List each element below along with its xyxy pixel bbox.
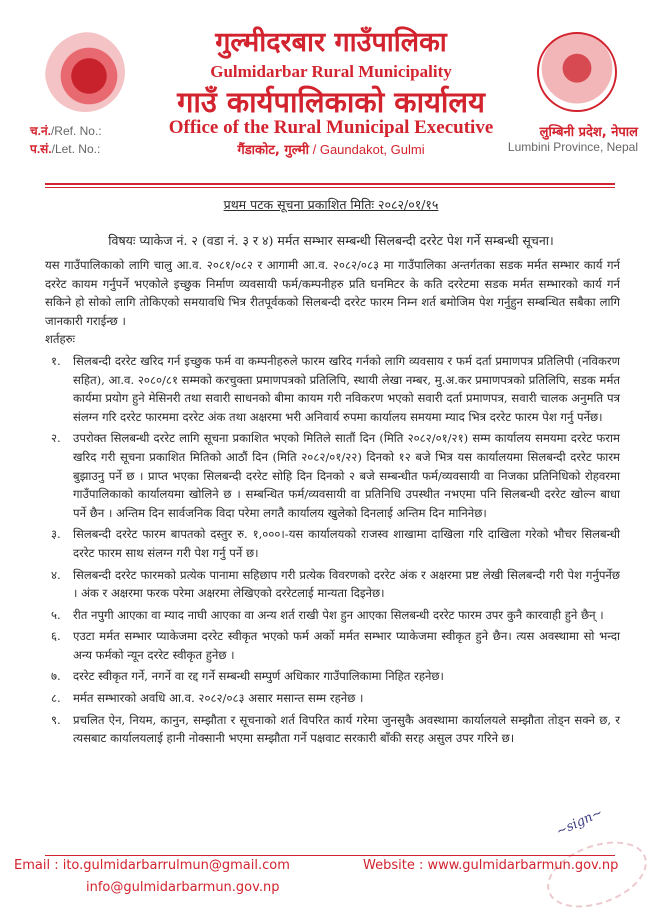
- condition-text: सिलबन्दी दररेट फारम बापतको दस्तुर रु. १,०००।-यस कार्यालयको राजस्व शाखामा दाखिला गरि दाखिला गरेको भौचर सिलबन्धी दररेट फारम साथ संलग्न गरी पेश गर्नु पर्ने छ।: [73, 527, 620, 560]
- notice-body: [45, 256, 620, 748]
- condition-text: दररेट स्वीकृत गर्ने, नगर्ने वा रद्द गर्ने सम्बन्धी सम्पुर्ण अधिकार गाउँपालिकामा निहित रहनेछ।: [73, 669, 444, 684]
- publish-date-text: प्रथम पटक सूचना प्रकाशित मितिः २०८२/०१/१५: [223, 197, 439, 212]
- office-name-english: Office of the Rural Municipal Executive: [168, 117, 494, 138]
- condition-number: १.: [51, 353, 61, 368]
- address-nepali: गैंडाकोट, गुल्मी: [237, 143, 309, 158]
- ref-label-np: च.नं.: [30, 124, 51, 138]
- office-stamp: [538, 829, 656, 920]
- let-label-np: प.सं.: [30, 142, 52, 156]
- condition-number: २.: [51, 431, 61, 446]
- conditions-list: [45, 352, 620, 748]
- condition-number: ७.: [51, 669, 61, 684]
- letter-number: [30, 140, 100, 157]
- condition-item: [45, 689, 620, 708]
- condition-number: ५.: [51, 607, 61, 622]
- condition-text: उपरोक्त सिलबन्धी दररेट लागि सूचना प्रकाशित भएको मितिले सातौं दिन (मिति २०८२/०१/२१) सम्म कार्यालय समयमा दररेट फराम खरिद गरी सूचना प्रकाशित मितिको आठौं दिन (मिति २०८२/०१/२२) दिनको १२ बजे भित्र यस कार्यालयमा सिलबन्दी दररेट फारम बुझाउनु पर्ने छ । प्राप्त भएका सिलबन्दी दररेट सोहि दिन दिनको २ बजे सम्बन्धीत फर्म/व्यवसायी वा निजका प्रतिनिधिको रोहवरमा गाउँपालिकाको कार्यालयमा खोलिने छ । सम्बन्धित फर्म/व्यवसायी वा प्रतिनिधि उपस्थीत नभएमा पनि सिलबन्धी दररेट खोल्न बाधा पर्ने छैन । अन्तिम दिन सार्वजनिक विदा परेमा लगतै कार्यालय खुलेको दिनलाई अन्तिम दिन मानिनेछ।: [73, 431, 620, 520]
- condition-number: ९.: [51, 712, 61, 727]
- condition-number: ८.: [51, 691, 61, 706]
- address-separator: /: [308, 142, 320, 157]
- condition-number: ४.: [51, 567, 61, 582]
- province-english: Lumbini Province, Nepal: [507, 140, 638, 154]
- footer-email[interactable]: Email : ito.gulmidarbarrulmun@gmail.com: [14, 858, 290, 873]
- municipality-name-nepali: गुल्मीदरबार गाउँपालिका: [215, 27, 447, 58]
- condition-item: [45, 352, 620, 426]
- let-label-en: /Let. No.:: [51, 142, 101, 156]
- office-name-nepali: गाउँ कार्यपालिकाको कार्यालय: [177, 85, 485, 119]
- header-divider-thin: [45, 187, 615, 188]
- footer-divider: [45, 855, 615, 856]
- province-nepali: लुम्बिनी प्रदेश, नेपाल: [539, 125, 638, 140]
- condition-text: रीत नपुगी आएका वा म्याद नाघी आएका वा अन्य शर्त राखी पेश हुन आएका सिलबन्धी दररेट फारम उपर कुनै कारवाही हुने छैन् ।: [73, 607, 604, 622]
- condition-item: [45, 429, 620, 522]
- condition-text: प्रचलित ऐन, नियम, कानुन, सम्झौता र सूचनाको शर्त विपरित कार्य गरेमा जुनसुकै अवस्थामा कार्यालयले सम्झौता तोड्न सक्ने छ, र त्यसबाट कार्यालयलाई हानी नोक्सानी भएमा सम्झौता गर्ने पक्षवाट सरकारी बाँकी सरह असुल उपर गरिने छ।: [73, 712, 620, 746]
- condition-number: ३.: [51, 527, 61, 542]
- condition-text: सिलबन्दी दररेट खरिद गर्न इच्छुक फर्म वा कम्पनीहरुले फारम खरिद गर्नको लागि व्यवसाय र फर्म दर्ता प्रमाणपत्र प्रतिलिपी (नविकरण सहित), आ.व. २०८०/८१ सम्मको करचुक्ता प्रमाणपत्रको प्रतिलिपि, स्थायी लेखा नम्बर, मु.अ.कर प्रमाणपत्रको प्रतिलिपि, सडक मर्मत कार्यमा प्रयोग हुने मेसिनरी तथा सवारी साधनको बीमा कायम गरी नविकरण भएको सवारी दर्ता प्रमाणपत्र, सवारी चालक अनुमति पत्र संलग्न गरि दररेट फारममा दररेट अंक तथा अक्षरमा भरी अनिवार्य रुपमा कार्यालय समयमा म्याद भित्र दररेट फारम पेश गर्नु पर्नेछ।: [73, 353, 620, 424]
- intro-paragraph: यस गाउँपालिकाको लागि चालु आ.व. २०८१/०८२ र आगामी आ.व. २०८२/०८३ मा गाउँपालिका अन्तर्गतका सडक मर्मत सम्भार कार्य गर्न दररेट कायम गर्नुपर्ने भएकोले इच्छुक निर्माण व्यवसायी फर्म/कम्पनीहरु प्रति घनमिटर के कति दररेटमा सडक मर्मत सम्भारको कार्य गर्न सकिने हो सोको लागि तोकिएको समयावधि भित्र रीतपूर्वकको सिलबन्दी दररेट फारम निम्न शर्त बमोजिम पेश गर्नुहुन सम्बन्धित सबैका लागि जानकारी गराईन्छ ।: [45, 258, 620, 328]
- condition-text: एउटा मर्मत सम्भार प्याकेजमा दररेट स्वीकृत भएको फर्म अर्को मर्मत सम्भार प्याकेजमा स्वीकृत हुने छैन। त्यस अवस्थामा सो भन्दा अन्य फर्मको न्यून दररेट स्वीकृत हुनेछ ।: [73, 629, 620, 662]
- publish-date: [0, 196, 662, 213]
- condition-text: सिलबन्दी दररेट फारमको प्रत्येक पानामा सहिछाप गरी प्रत्येक विवरणको दररेट अंक र अक्षरमा प्रष्ट लेखी सिलबन्दी गरी पेश गर्नुपर्नेछ । अंक र अक्षरमा फरक परेमा अक्षरमा लेखिएको दररेटलाई मान्यता दिइनेछ।: [73, 567, 620, 601]
- condition-text: मर्मत सम्भारको अवधि आ.व. २०८२/०८३ असार मसान्त सम्म रहनेछ ।: [73, 691, 364, 706]
- condition-item: [45, 566, 620, 603]
- conditions-title: शर्तहरुः: [45, 332, 75, 347]
- condition-item: [45, 711, 620, 748]
- footer-website[interactable]: Website : www.gulmidarbarmun.gov.np: [363, 858, 619, 873]
- municipality-name-english: Gulmidarbar Rural Municipality: [210, 62, 452, 81]
- condition-item: [45, 667, 620, 686]
- condition-item: [45, 606, 620, 625]
- notice-subject: विषयः प्याकेज नं. २ (वडा नं. ३ र ४) मर्मत सम्भार सम्बन्धी सिलबन्दी दररेट पेश गर्ने सम्बन्धी सूचना।: [108, 233, 554, 248]
- ref-number: [30, 122, 102, 139]
- address-english: Gaundakot, Gulmi: [319, 142, 425, 157]
- signature: ~sign~: [554, 805, 606, 840]
- condition-item: [45, 627, 620, 664]
- condition-item: [45, 525, 620, 562]
- header-divider: [45, 183, 615, 185]
- condition-number: ६.: [51, 629, 61, 644]
- footer-email-secondary[interactable]: info@gulmidarbarmun.gov.np: [86, 880, 280, 895]
- ref-label-en: /Ref. No.:: [50, 124, 102, 138]
